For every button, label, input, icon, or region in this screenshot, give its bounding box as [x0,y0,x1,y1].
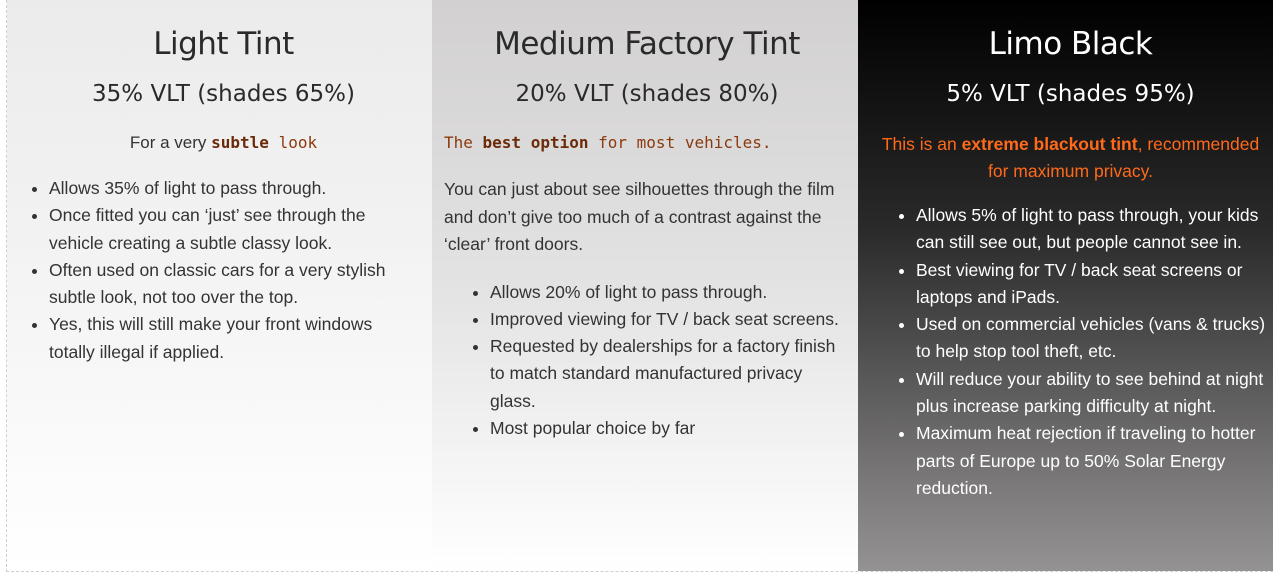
list-item: • Often used on classic cars for a very stylish subtle look, not too over the top. [49,257,418,312]
list-item: • Allows 35% of light to pass through. [49,175,418,202]
list-item: • Yes, this will still make your front windows totally illegal if applied. [49,311,418,366]
medium-tint-description: You can just about see silhouettes through the film and don’t give too much of a contrast against the ‘clear’ front doors. [444,179,835,254]
light-tint-vlt: 35% VLT (shades 65%) [92,81,355,107]
limo-tagline-suffix: , recommended for maximum privacy. [988,134,1260,181]
list-item: • Improved viewing for TV / back seat screens. [490,306,850,333]
light-tint-column [7,0,432,571]
light-tint-tagline [29,131,418,155]
limo-tagline-bold: extreme blackout tint [961,134,1138,154]
list-item: • Maximum heat rejection if traveling to hotter parts of Europe up to 50% Solar Energy reduction. [916,420,1267,502]
medium-tint-bullets [444,279,850,443]
tint-comparison [6,0,1273,572]
list-item: • Best viewing for TV / back seat screens or laptops and iPads. [916,257,1267,312]
list-item: • Allows 20% of light to pass through. [490,279,850,306]
limo-black-vlt: 5% VLT (shades 95%) [946,81,1195,107]
light-tagline-mono [211,133,317,152]
limo-black-title: Limo Black [988,26,1153,62]
list-item: • Most popular choice by far [490,415,850,442]
list-item: • Used on commercial vehicles (vans & trucks) to help stop tool theft, etc. [916,311,1267,366]
medium-tagline-prefix: The [444,133,483,152]
limo-tagline-prefix: This is an [881,134,962,154]
list-item: • Requested by dealerships for a factory finish to match standard manufactured privacy glass. [490,333,850,415]
light-tagline-bold: subtle [211,133,269,152]
limo-black-tagline [874,131,1267,185]
medium-tint-column [432,0,858,571]
limo-black-bullets [874,202,1267,502]
medium-tint-title: Medium Factory Tint [494,26,800,62]
list-item: • Will reduce your ability to see behind at night plus increase parking difficulty at night. [916,366,1267,421]
light-tagline-suffix: look [268,133,318,152]
limo-black-column [858,0,1273,571]
medium-tagline-bold: best option [482,133,589,152]
list-item: • Once fitted you can ‘just’ see through the vehicle creating a subtle classy look. [49,202,418,257]
list-item: • Allows 5% of light to pass through, your kids can still see out, but people cannot see in. [916,202,1267,257]
light-tint-bullets [29,175,418,366]
light-tagline-prefix: For a very [129,133,212,152]
medium-tagline-suffix: for most vehicles. [588,133,772,152]
medium-tint-vlt: 20% VLT (shades 80%) [515,81,779,107]
medium-tint-tagline [444,131,850,155]
light-tint-title: Light Tint [153,26,294,62]
